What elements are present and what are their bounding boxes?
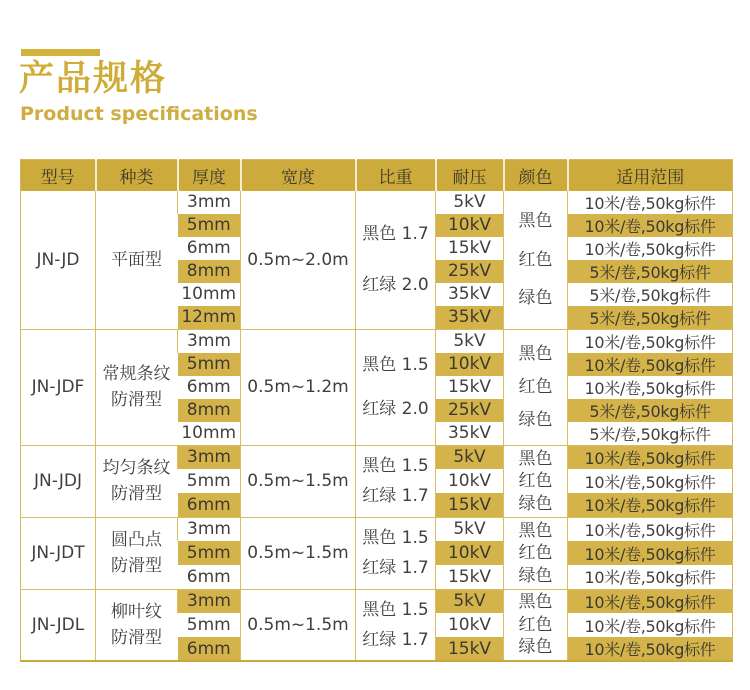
cell-thickness: 6mm [178,637,241,661]
cell-voltage: 35kV [436,422,504,446]
cell-thickness: 3mm [178,517,241,541]
cell-thickness: 3mm [178,329,241,353]
color-option: 黑色 [518,344,553,364]
cell-width: 0.5m~2.0m [241,191,356,330]
cell-type [96,517,178,589]
type-line: 防滑型 [111,556,162,576]
col-header-voltage: 耐压 [436,160,504,191]
page-subtitle: Product specifications [20,103,258,125]
color-option: 黑色 [518,592,553,613]
cell-type [96,329,178,445]
color-option: 黑色 [518,520,553,541]
color-option: 红色 [518,377,553,397]
page-title: 产品规格 [19,59,168,99]
gravity-line: 红绿 1.7 [362,486,429,506]
cell-voltage: 5kV [436,329,504,353]
col-header-gravity: 比重 [356,160,436,191]
title-accent-bar [21,49,100,56]
spec-row [21,191,733,214]
cell-range: 10米/卷,50kg标件 [568,445,733,469]
cell-model: JN-JD [21,191,96,330]
type-line: 防滑型 [111,627,162,648]
cell-range: 5米/卷,50kg标件 [568,260,733,283]
cell-gravity [356,589,436,661]
cell-model: JN-JDF [21,329,96,445]
cell-colors [504,445,568,517]
gravity-line: 黑色 1.5 [362,599,429,620]
cell-thickness: 6mm [178,493,241,517]
spec-row [21,329,733,353]
cell-gravity [356,517,436,589]
cell-thickness: 3mm [178,191,241,214]
cell-gravity [356,191,436,330]
cell-voltage: 15kV [436,237,504,260]
cell-thickness: 5mm [178,613,241,637]
cell-colors [504,329,568,445]
cell-model: JN-JDL [21,589,96,661]
type-line: 平面型 [111,249,162,270]
cell-range: 10米/卷,50kg标件 [568,493,733,517]
cell-voltage: 5kV [436,191,504,214]
cell-width: 0.5m~1.5m [241,589,356,661]
cell-voltage: 35kV [436,306,504,330]
col-header-type: 种类 [96,160,178,191]
cell-range: 10米/卷,50kg标件 [568,376,733,399]
cell-voltage: 15kV [436,376,504,399]
cell-voltage: 10kV [436,469,504,493]
gravity-line: 黑色 1.5 [362,456,429,476]
gravity-line: 红绿 1.7 [362,629,429,650]
cell-voltage: 25kV [436,260,504,283]
cell-model: JN-JDJ [21,445,96,517]
color-option: 绿色 [518,493,553,514]
type-line: 防滑型 [111,390,162,410]
spec-row [21,589,733,613]
gravity-line: 黑色 1.7 [362,223,429,244]
spec-table [20,159,733,662]
col-header-model: 型号 [21,160,96,191]
cell-range: 5米/卷,50kg标件 [568,422,733,446]
cell-range: 5米/卷,50kg标件 [568,399,733,422]
type-line: 防滑型 [111,484,162,504]
cell-colors [504,589,568,661]
color-option: 红色 [518,249,553,270]
cell-range: 10米/卷,50kg标件 [568,214,733,237]
cell-voltage: 5kV [436,589,504,613]
cell-thickness: 3mm [178,589,241,613]
color-option: 黑色 [518,448,553,469]
gravity-line: 黑色 1.5 [362,528,429,548]
gravity-line: 黑色 1.5 [362,355,429,375]
type-line: 常规条纹 [102,364,171,384]
color-option: 绿色 [518,565,553,586]
cell-range: 10米/卷,50kg标件 [568,517,733,541]
cell-voltage: 15kV [436,565,504,589]
cell-thickness: 5mm [178,469,241,493]
gravity-line: 红绿 2.0 [362,275,429,296]
cell-type [96,191,178,330]
col-header-range: 适用范围 [568,160,733,191]
cell-voltage: 10kV [436,353,504,376]
cell-range: 10米/卷,50kg标件 [568,329,733,353]
col-header-width: 宽度 [241,160,356,191]
cell-range: 10米/卷,50kg标件 [568,565,733,589]
color-option: 红色 [518,543,553,563]
cell-width: 0.5m~1.5m [241,517,356,589]
gravity-line: 红绿 2.0 [362,399,429,419]
cell-thickness: 6mm [178,376,241,399]
cell-width: 0.5m~1.2m [241,329,356,445]
cell-colors [504,517,568,589]
cell-thickness: 5mm [178,541,241,565]
cell-thickness: 10mm [178,422,241,446]
cell-voltage: 25kV [436,399,504,422]
cell-thickness: 5mm [178,214,241,237]
cell-thickness: 6mm [178,565,241,589]
cell-voltage: 35kV [436,283,504,306]
spec-row [21,445,733,469]
cell-voltage: 10kV [436,214,504,237]
color-option: 红色 [518,471,553,491]
type-line: 柳叶纹 [111,601,162,622]
color-option: 绿色 [518,637,553,658]
color-option: 绿色 [518,410,553,430]
cell-range: 10米/卷,50kg标件 [568,353,733,376]
type-line: 均匀条纹 [102,458,171,478]
cell-thickness: 8mm [178,399,241,422]
col-header-thickness: 厚度 [178,160,241,191]
cell-thickness: 10mm [178,283,241,306]
cell-width: 0.5m~1.5m [241,445,356,517]
cell-thickness: 8mm [178,260,241,283]
cell-range: 10米/卷,50kg标件 [568,469,733,493]
cell-type [96,589,178,661]
cell-voltage: 10kV [436,541,504,565]
cell-gravity [356,445,436,517]
cell-type [96,445,178,517]
cell-colors [504,191,568,330]
cell-range: 5米/卷,50kg标件 [568,283,733,306]
type-line: 圆凸点 [111,530,162,550]
cell-voltage: 10kV [436,613,504,637]
cell-voltage: 5kV [436,445,504,469]
color-option: 红色 [518,614,553,635]
cell-range: 10米/卷,50kg标件 [568,541,733,565]
cell-range: 10米/卷,50kg标件 [568,237,733,260]
cell-gravity [356,329,436,445]
cell-thickness: 3mm [178,445,241,469]
header-row [21,160,733,191]
color-option: 绿色 [518,288,553,308]
cell-thickness: 5mm [178,353,241,376]
gravity-line: 红绿 1.7 [362,558,429,578]
cell-range: 10米/卷,50kg标件 [568,589,733,613]
cell-thickness: 12mm [178,306,241,330]
spec-row [21,517,733,541]
col-header-color: 颜色 [504,160,568,191]
color-option: 黑色 [518,211,553,231]
cell-voltage: 5kV [436,517,504,541]
cell-model: JN-JDT [21,517,96,589]
cell-range: 10米/卷,50kg标件 [568,191,733,214]
cell-range: 5米/卷,50kg标件 [568,306,733,330]
cell-voltage: 15kV [436,493,504,517]
cell-voltage: 15kV [436,637,504,661]
cell-range: 10米/卷,50kg标件 [568,637,733,661]
cell-thickness: 6mm [178,237,241,260]
cell-range: 10米/卷,50kg标件 [568,613,733,637]
